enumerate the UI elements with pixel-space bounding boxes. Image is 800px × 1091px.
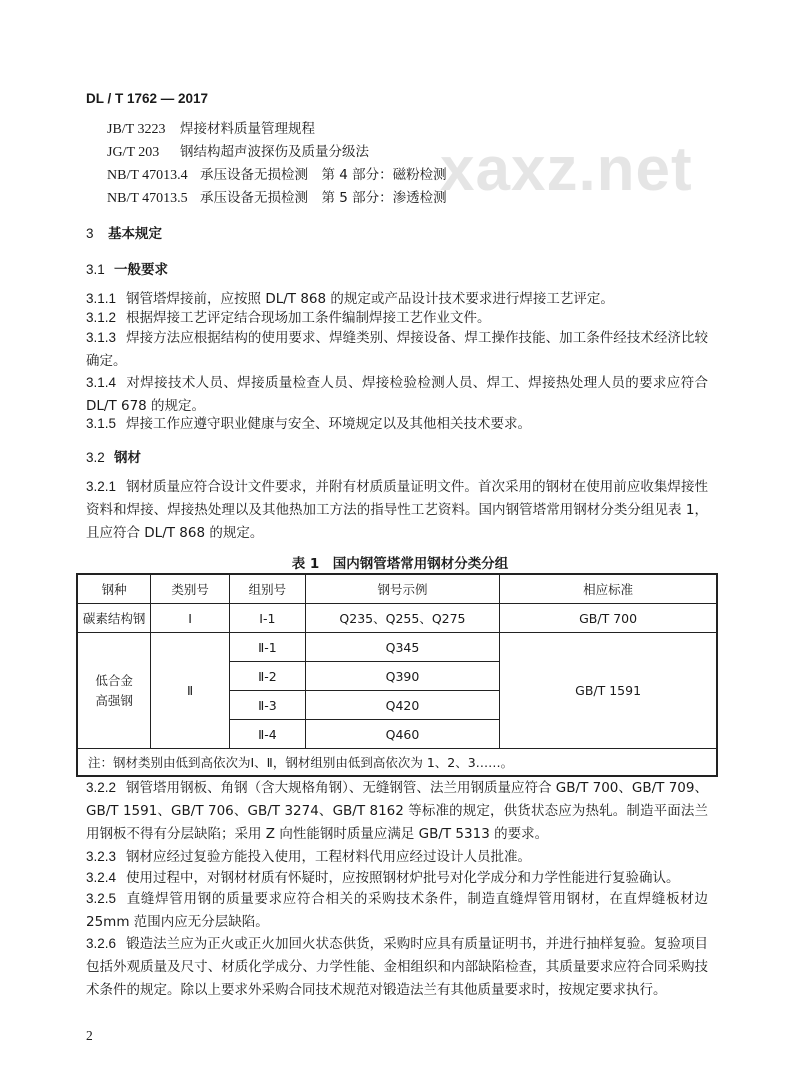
clause-text: 钢材应经过复验方能投入使用，工程材料代用应经过设计人员批准。	[126, 849, 532, 865]
subsection-title: 钢材	[114, 450, 141, 466]
column-header: 钢号示例	[305, 574, 499, 604]
table-row	[77, 633, 717, 662]
clause-number: 3.2.4	[86, 870, 117, 885]
clause-text: 钢管塔用钢板、角钢（含大规格角钢）、无缝钢管、法兰用钢质量应符合 GB/T 700、GB/T 709、GB/T 1591、GB/T 706、GB/T 3274、GB/T 8162 等标准的规定，供货状态应为热轧。制造平面法兰用钢板不得有分层缺陷；采用 Z 向性能钢时质量应满足 GB/T 5313 的要求。	[86, 780, 708, 842]
reference-item	[107, 164, 447, 187]
clause-3-1-4	[86, 371, 708, 418]
clause-text: 焊接工作应遵守职业健康与安全、环境规定以及其他相关技术要求。	[126, 416, 532, 432]
reference-item	[107, 141, 447, 164]
reference-code: NB/T 47013.4	[107, 168, 188, 183]
subsection-number: 3.1	[86, 262, 105, 277]
group-cell: Ⅱ-3	[230, 691, 306, 720]
standard-cell: GB/T 1591	[500, 633, 717, 749]
steel-kind-cell: 碳素结构钢	[77, 604, 151, 633]
subsection-heading	[86, 258, 168, 278]
clause-number: 3.2.1	[86, 479, 117, 494]
column-header: 钢种	[77, 574, 151, 604]
table-header-row	[77, 574, 717, 604]
clause-text: 钢材质量应符合设计文件要求，并附有材质质量证明文件。首次采用的钢材在使用前应收集焊接性资料和焊接、焊接热处理以及其他热加工方法的指导性工艺资料。国内钢管塔常用钢材分类分组见表 1，且应符合 DL/T 868 的规定。	[86, 479, 708, 541]
clause-number: 3.1.5	[86, 416, 117, 431]
column-header: 组别号	[230, 574, 306, 604]
column-header: 类别号	[151, 574, 230, 604]
subsection-number: 3.2	[86, 450, 105, 465]
clause-number: 3.1.1	[86, 291, 117, 306]
reference-title: 钢结构超声波探伤及质量分级法	[180, 144, 369, 160]
clause-text: 锻造法兰应为正火或正火加回火状态供货，采购时应具有质量证明书，并进行抽样复验。复验项目包括外观质量及尺寸、材质化学成分、力学性能、金相组织和内部缺陷检查，其质量要求应符合同采购技术条件的规定。除以上要求外采购合同技术规范对锻造法兰有其他质量要求时，按规定要求执行。	[86, 936, 708, 998]
example-cell: Q345	[305, 633, 499, 662]
column-header: 相应标准	[500, 574, 717, 604]
clause-number: 3.2.6	[86, 936, 117, 951]
section-heading	[86, 222, 162, 242]
reference-code: JG/T 203	[107, 145, 160, 160]
steel-classification-table	[76, 573, 718, 777]
clause-number: 3.1.4	[86, 375, 117, 390]
group-cell: Ⅱ-2	[230, 662, 306, 691]
example-cell: Q390	[305, 662, 499, 691]
section-title: 基本规定	[108, 226, 162, 242]
steel-kind-cell: 低合金 高强钢	[77, 633, 151, 749]
group-cell: Ⅱ-1	[230, 633, 306, 662]
group-cell: Ⅰ-1	[230, 604, 306, 633]
clause-3-2-6	[86, 932, 708, 1002]
clause-text: 使用过程中，对钢材材质有怀疑时，应按照钢材炉批号对化学成分和力学性能进行复验确认。	[126, 870, 680, 886]
example-cell: Q420	[305, 691, 499, 720]
table-caption: 表 1 国内钢管塔常用钢材分类分组	[291, 556, 509, 572]
reference-title: 承压设备无损检测 第 5 部分：渗透检测	[200, 190, 447, 206]
clause-3-1-5	[86, 412, 708, 436]
clause-3-1-3	[86, 326, 708, 373]
standard-cell: GB/T 700	[500, 604, 717, 633]
subsection-title: 一般要求	[114, 262, 168, 278]
standard-header: DL / T 1762 — 2017	[86, 91, 209, 106]
section-number: 3	[86, 226, 94, 241]
class-cell: Ⅰ	[151, 604, 230, 633]
table-row	[77, 604, 717, 633]
table-note: 注：钢材类别由低到高依次为Ⅰ、Ⅱ，钢材组别由低到高依次为 1、2、3……。	[77, 749, 717, 777]
reference-item	[107, 118, 447, 141]
watermark: xaxz.net	[440, 135, 693, 204]
clause-number: 3.2.5	[86, 891, 117, 906]
reference-item	[107, 187, 447, 210]
clause-text: 根据焊接工艺评定结合现场加工条件编制焊接工艺作业文件。	[126, 310, 491, 326]
example-cell: Q460	[305, 720, 499, 749]
clause-text: 钢管塔焊接前，应按照 DL/T 868 的规定或产品设计技术要求进行焊接工艺评定。	[126, 291, 614, 307]
example-cell: Q235、Q255、Q275	[305, 604, 499, 633]
clause-number: 3.2.2	[86, 780, 117, 795]
clause-3-2-5	[86, 887, 708, 934]
clause-3-2-1	[86, 475, 708, 545]
clause-text: 焊接方法应根据结构的使用要求、焊缝类别、焊接设备、焊工操作技能、加工条件经技术经济比较确定。	[86, 330, 708, 369]
clause-text: 直缝焊管用钢的质量要求应符合相关的采购技术条件，制造直缝焊管用钢材，在直焊缝板材边 25mm 范围内应无分层缺陷。	[86, 891, 708, 930]
reference-code: JB/T 3223	[107, 122, 166, 137]
reference-title: 承压设备无损检测 第 4 部分：磁粉检测	[200, 167, 447, 183]
table-note-row	[77, 749, 717, 777]
clause-number: 3.2.3	[86, 849, 117, 864]
reference-code: NB/T 47013.5	[107, 191, 188, 206]
clause-3-2-2	[86, 776, 708, 846]
reference-list	[107, 118, 447, 210]
page-number: 2	[86, 1028, 93, 1043]
clause-text: 对焊接技术人员、焊接质量检查人员、焊接检验检测人员、焊工、焊接热处理人员的要求应符合 DL/T 678 的规定。	[86, 375, 708, 414]
group-cell: Ⅱ-4	[230, 720, 306, 749]
clause-number: 3.1.3	[86, 330, 117, 345]
clause-number: 3.1.2	[86, 310, 117, 325]
reference-title: 焊接材料质量管理规程	[180, 121, 315, 137]
class-cell: Ⅱ	[151, 633, 230, 749]
subsection-heading	[86, 446, 141, 466]
